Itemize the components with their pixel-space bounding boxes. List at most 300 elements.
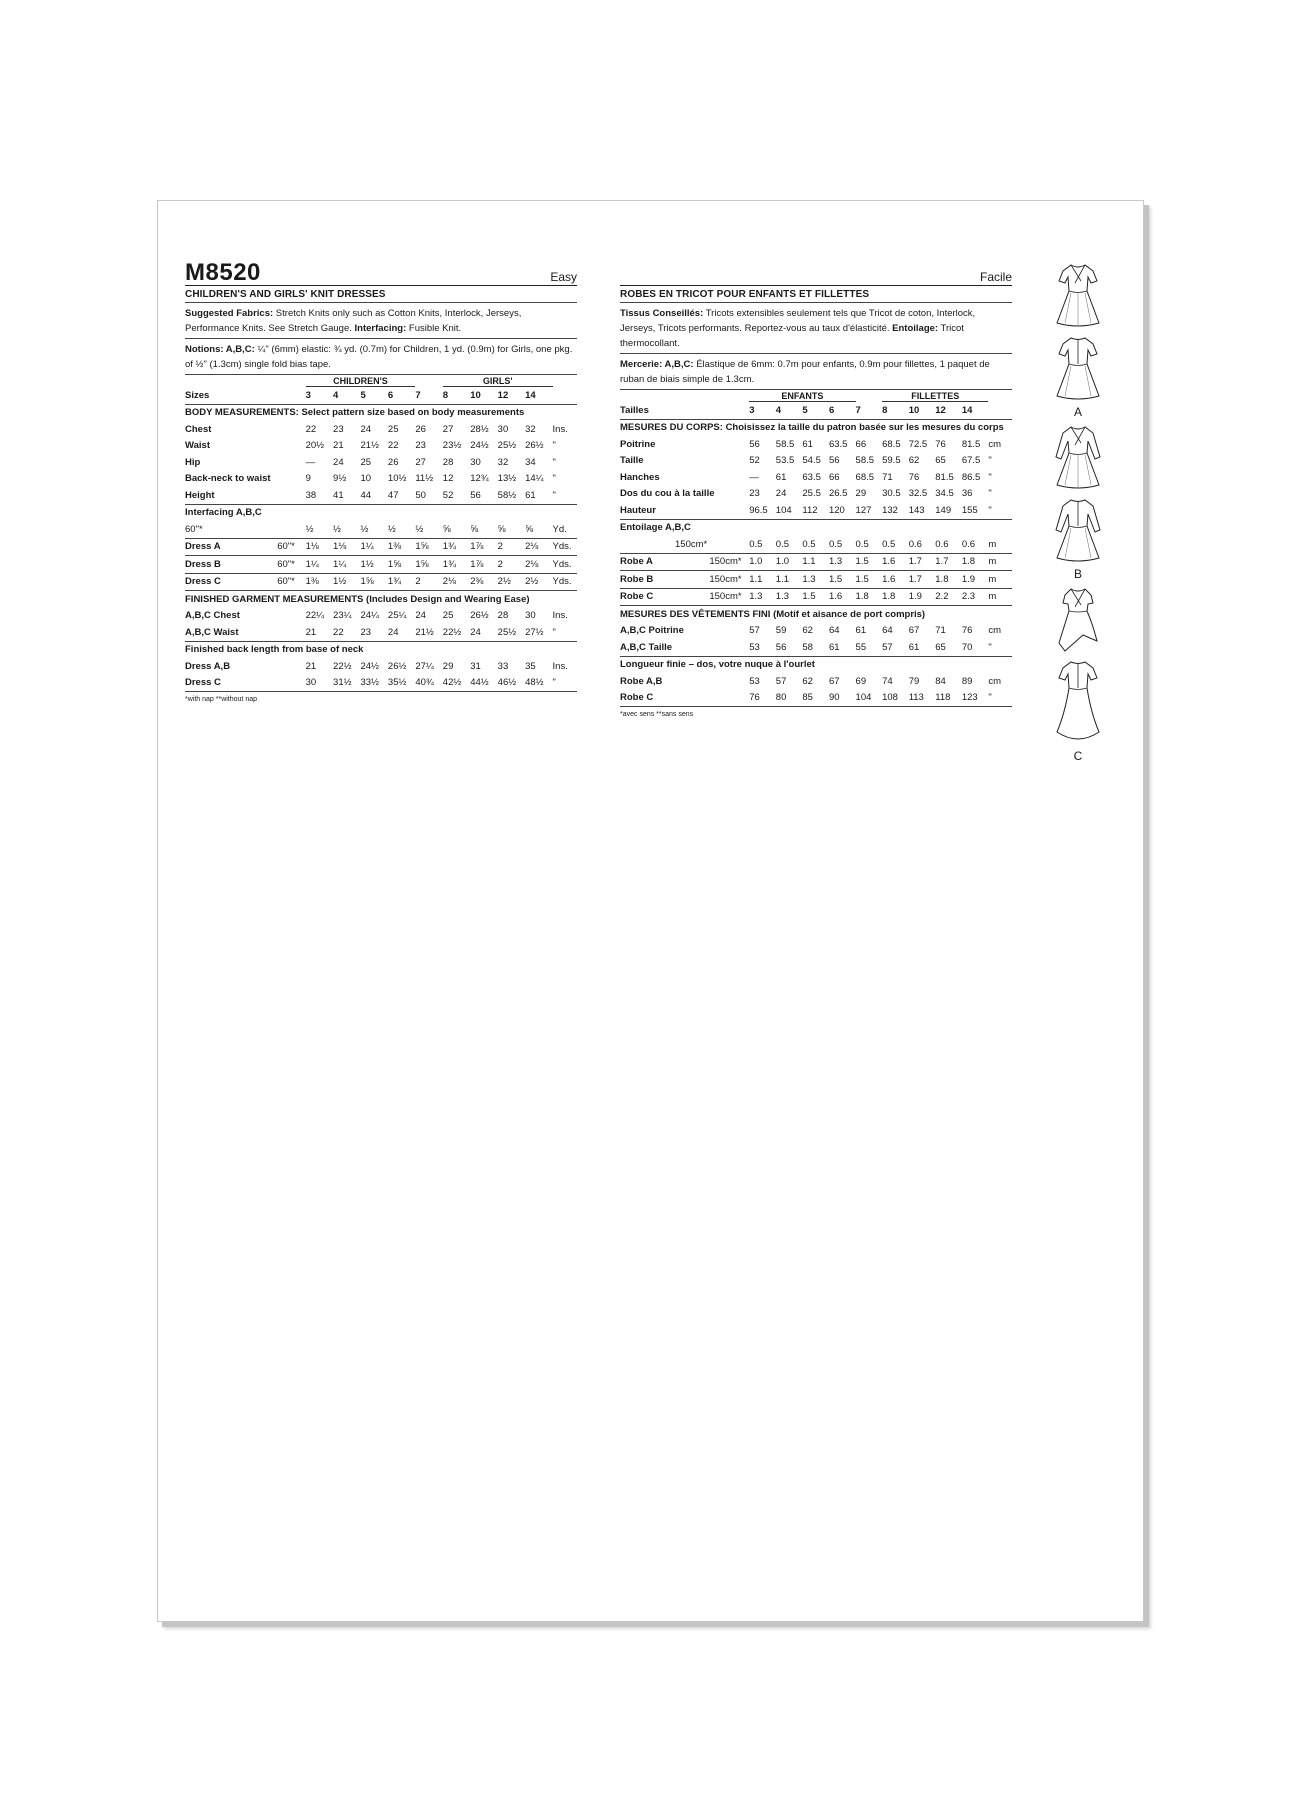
cell-value: 57 bbox=[775, 675, 787, 687]
cell-value: 81.5 bbox=[935, 471, 954, 483]
cell-value: 27½ bbox=[525, 624, 552, 641]
table-row bbox=[185, 538, 577, 556]
dress-c-back-sketch bbox=[1053, 658, 1103, 748]
cell-value: — bbox=[749, 471, 759, 483]
table-row bbox=[185, 624, 577, 641]
cell-value: 1⅝ bbox=[415, 538, 442, 556]
group-label: FILLETTES bbox=[882, 391, 988, 402]
cell-value: 1¼ bbox=[360, 538, 387, 556]
row-label: A,B,C Waist bbox=[185, 624, 306, 641]
cell-value: 9 bbox=[305, 473, 311, 485]
cell-value: 104 bbox=[776, 502, 803, 519]
unit: " bbox=[553, 487, 577, 504]
cell-value: 25¼ bbox=[387, 610, 407, 622]
cell-value: 1.8 bbox=[935, 571, 962, 589]
size-value: 14 bbox=[962, 402, 989, 419]
cell-value: 42½ bbox=[443, 675, 470, 692]
cell-value: 1.5 bbox=[802, 588, 829, 606]
cell-value: 2 bbox=[498, 556, 525, 574]
cell-value: 24½ bbox=[360, 660, 379, 672]
interfacing-label: Entoilage: bbox=[892, 323, 939, 334]
size-value: 4 bbox=[333, 387, 360, 404]
cell-value: 67 bbox=[828, 675, 840, 687]
notions-label: Notions: A,B,C: bbox=[185, 344, 255, 355]
size-value: 3 bbox=[749, 402, 776, 419]
cell-value: 56 bbox=[776, 639, 803, 656]
table-row bbox=[185, 454, 577, 471]
cell-value: 64 bbox=[828, 625, 840, 637]
size-value: 10 bbox=[470, 387, 497, 404]
cell-value: 24¼ bbox=[360, 610, 379, 622]
cell-value: 112 bbox=[802, 502, 829, 519]
row-label: Hanches bbox=[620, 471, 660, 483]
cell-value: 90 bbox=[829, 690, 856, 707]
cell-value: 52 bbox=[749, 455, 760, 467]
cell-value: 24 bbox=[333, 456, 344, 468]
sizes-label: Sizes bbox=[185, 387, 306, 404]
cell-value: 25 bbox=[387, 423, 399, 435]
cell-value: 21 bbox=[333, 440, 344, 452]
cell-value: 21½ bbox=[360, 440, 379, 452]
cell-value: 61 bbox=[855, 625, 867, 637]
cell-value: 1¼ bbox=[306, 556, 333, 574]
cell-value: 46½ bbox=[498, 675, 525, 692]
cell-value: 22½ bbox=[443, 624, 470, 641]
fabrics-paragraph bbox=[185, 303, 577, 339]
fabric-width: 150cm* bbox=[709, 588, 749, 606]
size-value: 6 bbox=[388, 387, 415, 404]
cell-value: 24 bbox=[388, 624, 415, 641]
cell-value: 70 bbox=[962, 639, 989, 656]
row-label: A,B,C Chest bbox=[185, 610, 240, 622]
cell-value: 23 bbox=[360, 624, 387, 641]
cell-value: 31 bbox=[470, 660, 481, 672]
cell-value: ½ bbox=[388, 521, 415, 538]
footnote: *with nap **without nap bbox=[185, 696, 257, 703]
cell-value: 35½ bbox=[388, 675, 415, 692]
cell-value: 0.6 bbox=[935, 536, 962, 553]
cell-value: 1.3 bbox=[802, 571, 829, 589]
cell-value: 36 bbox=[961, 488, 973, 500]
cell-value: 59 bbox=[775, 625, 787, 637]
cell-value: 1.0 bbox=[776, 553, 803, 571]
cell-value: 67 bbox=[908, 625, 920, 637]
table-row bbox=[185, 573, 577, 591]
fabric-width: 60"* bbox=[185, 521, 306, 538]
group-label: GIRLS' bbox=[443, 376, 553, 387]
cell-value: 1⅛ bbox=[306, 538, 333, 556]
interfacing-text: Tricot thermocollant. bbox=[620, 323, 964, 349]
cell-value: 84 bbox=[935, 675, 946, 687]
cell-value: 80 bbox=[776, 690, 803, 707]
cell-value: 79 bbox=[908, 675, 920, 687]
fabrics-text: Tricots extensibles seulement tels que Tricot de coton, Interlock, Jerseys, Tricots performants. Reportez-vous au taux d'élasticité. bbox=[620, 308, 976, 334]
cell-value: 26½ bbox=[470, 610, 489, 622]
cell-value: 0.5 bbox=[856, 536, 883, 553]
cell-value: 71 bbox=[882, 471, 893, 483]
cell-value: 2½ bbox=[498, 573, 525, 591]
cell-value: 23 bbox=[749, 488, 760, 500]
size-value: 7 bbox=[415, 387, 442, 404]
cell-value: 53 bbox=[749, 639, 776, 656]
cell-value: 25½ bbox=[497, 440, 517, 452]
dress-a-front-sketch bbox=[1053, 261, 1103, 331]
cell-value: 66 bbox=[855, 438, 867, 450]
cell-value: 2 bbox=[498, 538, 525, 556]
cell-value: 56 bbox=[470, 487, 497, 504]
cell-value: 30 bbox=[497, 423, 509, 435]
cell-value: 1.3 bbox=[749, 588, 776, 606]
cell-value: 54.5 bbox=[802, 455, 821, 467]
cell-value: 28½ bbox=[470, 423, 489, 435]
table-row bbox=[185, 658, 577, 675]
fabrics-label: Tissus Conseillés: bbox=[620, 308, 704, 319]
cell-value: 61 bbox=[829, 639, 856, 656]
cell-value: 76 bbox=[935, 438, 946, 450]
cell-value: 1.3 bbox=[829, 553, 856, 571]
cell-value: 1¾ bbox=[443, 538, 470, 556]
cell-value: 120 bbox=[829, 502, 856, 519]
cell-value: 20½ bbox=[305, 440, 325, 452]
cell-value: 25½ bbox=[498, 624, 525, 641]
unit: " bbox=[988, 455, 992, 467]
cell-value: 1.1 bbox=[749, 571, 776, 589]
row-label: Back-neck to waist bbox=[185, 473, 271, 485]
row-label: Hauteur bbox=[620, 502, 749, 519]
cell-value: ⅝ bbox=[525, 521, 552, 538]
cell-value: ½ bbox=[360, 521, 387, 538]
cell-value: 23 bbox=[333, 423, 344, 435]
cell-value: 23½ bbox=[442, 440, 462, 452]
unit: Ins. bbox=[552, 610, 568, 622]
cell-value: 12¾ bbox=[470, 473, 489, 485]
cell-value: 2½ bbox=[525, 573, 552, 591]
cell-value: 76 bbox=[961, 625, 973, 637]
cell-value: 52 bbox=[443, 487, 470, 504]
sizes-row bbox=[185, 387, 577, 404]
cell-value: 1.3 bbox=[776, 588, 803, 606]
cell-value: 27¼ bbox=[415, 660, 434, 672]
cell-value: 21 bbox=[306, 624, 333, 641]
cell-value: 1.6 bbox=[829, 588, 856, 606]
cell-value: 57 bbox=[882, 639, 909, 656]
table-row bbox=[620, 588, 1012, 606]
finished-measurements-heading: MESURES DES VÊTEMENTS FINI (Motif et aisance de port compris) bbox=[620, 608, 926, 620]
cell-value: 1.6 bbox=[882, 553, 909, 571]
cell-value: 1.8 bbox=[882, 588, 909, 606]
interfacing-heading: Interfacing A,B,C bbox=[185, 507, 262, 519]
cell-value: 23 bbox=[415, 440, 426, 452]
cell-value: 26½ bbox=[387, 660, 407, 672]
finished-measurements-heading: FINISHED GARMENT MEASUREMENTS (Includes Design and Wearing Ease) bbox=[185, 593, 530, 605]
cell-value: 63.5 bbox=[802, 471, 821, 483]
cell-value: 31½ bbox=[333, 675, 360, 692]
cell-value: 1.5 bbox=[856, 571, 883, 589]
measurement-table bbox=[620, 390, 1012, 707]
cell-value: 1.6 bbox=[882, 571, 909, 589]
size-value: 7 bbox=[856, 402, 883, 419]
sizes-row bbox=[620, 402, 1012, 419]
cell-value: ½ bbox=[415, 521, 442, 538]
cell-value: 27 bbox=[442, 423, 454, 435]
cell-value: 50 bbox=[415, 487, 442, 504]
unit: m bbox=[988, 588, 1012, 606]
unit: " bbox=[988, 639, 1012, 656]
cell-value: 2.2 bbox=[935, 588, 962, 606]
table-row bbox=[185, 556, 577, 574]
cell-value: 113 bbox=[909, 690, 936, 707]
cell-value: 71 bbox=[935, 625, 946, 637]
row-label: Dress A bbox=[185, 538, 277, 556]
unit: cm bbox=[988, 675, 1002, 687]
row-label: Waist bbox=[185, 440, 210, 452]
row-label: Robe C bbox=[620, 690, 749, 707]
cell-value: 1⅛ bbox=[333, 538, 360, 556]
table-row bbox=[620, 536, 1012, 553]
unit: Ins. bbox=[552, 660, 568, 672]
cell-value: 2.3 bbox=[962, 588, 989, 606]
fabrics-paragraph bbox=[620, 303, 1012, 354]
cell-value: 72.5 bbox=[908, 438, 928, 450]
cell-value: 56 bbox=[749, 438, 760, 450]
cell-value: 1.5 bbox=[856, 553, 883, 571]
table-row bbox=[185, 421, 577, 438]
cell-value: 96.5 bbox=[749, 502, 776, 519]
measurement-table bbox=[185, 375, 577, 692]
pattern-title: ROBES EN TRICOT POUR ENFANTS ET FILLETTES bbox=[620, 286, 1012, 303]
cell-value: 61 bbox=[909, 639, 936, 656]
row-label: Taille bbox=[620, 455, 644, 467]
table-row bbox=[185, 675, 577, 692]
table-row bbox=[620, 690, 1012, 707]
cell-value: 30 bbox=[470, 456, 481, 468]
cell-value: 34 bbox=[525, 456, 536, 468]
cell-value: 127 bbox=[856, 502, 883, 519]
notions-label: Mercerie: A,B,C: bbox=[620, 359, 694, 370]
view-label-c: C bbox=[1073, 749, 1083, 763]
size-value: 5 bbox=[802, 402, 829, 419]
cell-value: ⅝ bbox=[443, 521, 470, 538]
cell-value: 104 bbox=[856, 690, 883, 707]
sizes-label: Tailles bbox=[620, 402, 749, 419]
cell-value: 68.5 bbox=[882, 438, 901, 450]
cell-value: 40¾ bbox=[415, 675, 442, 692]
cell-value: 2⅛ bbox=[525, 538, 552, 556]
cell-value: 155 bbox=[962, 502, 989, 519]
cell-value: 22 bbox=[387, 440, 399, 452]
cell-value: 76 bbox=[749, 690, 776, 707]
cell-value: 38 bbox=[306, 487, 333, 504]
unit: " bbox=[988, 502, 1012, 519]
table-row bbox=[620, 553, 1012, 571]
size-value: 5 bbox=[360, 387, 387, 404]
unit: cm bbox=[988, 625, 1002, 637]
row-label: Chest bbox=[185, 423, 212, 435]
cell-value: 44½ bbox=[470, 675, 497, 692]
cell-value: 66 bbox=[828, 471, 840, 483]
cell-value: 30.5 bbox=[882, 488, 901, 500]
cell-value: 24½ bbox=[470, 440, 489, 452]
cell-value: 81.5 bbox=[961, 438, 981, 450]
dress-a-back-sketch bbox=[1053, 334, 1103, 404]
cell-value: 1½ bbox=[333, 573, 360, 591]
cell-value: 1.1 bbox=[776, 571, 803, 589]
cell-value: 61 bbox=[775, 471, 787, 483]
unit: " bbox=[988, 488, 992, 500]
fabrics-label: Suggested Fabrics: bbox=[185, 308, 274, 319]
notions-paragraph bbox=[620, 354, 1012, 390]
size-value: 12 bbox=[498, 387, 525, 404]
cell-value: 0.6 bbox=[909, 536, 936, 553]
cell-value: 118 bbox=[935, 690, 962, 707]
cell-value: 22¼ bbox=[305, 610, 325, 622]
cell-value: 35 bbox=[525, 660, 536, 672]
cell-value: 1¾ bbox=[443, 556, 470, 574]
unit: cm bbox=[988, 438, 1002, 450]
table-row bbox=[620, 571, 1012, 589]
row-label: Dress C bbox=[185, 573, 277, 591]
unit: Yds. bbox=[553, 556, 577, 574]
cell-value: 1.8 bbox=[856, 588, 883, 606]
unit: m bbox=[988, 553, 1012, 571]
cell-value: — bbox=[305, 456, 316, 468]
difficulty-level: Easy bbox=[550, 270, 577, 284]
unit: " bbox=[552, 456, 556, 468]
cell-value: 23¼ bbox=[333, 610, 352, 622]
row-label: Robe A bbox=[620, 553, 709, 571]
pattern-title: CHILDREN'S AND GIRLS' KNIT DRESSES bbox=[185, 286, 577, 303]
fabric-width: 150cm* bbox=[709, 553, 749, 571]
cell-value: 47 bbox=[388, 487, 415, 504]
cell-value: 44 bbox=[360, 487, 387, 504]
cell-value: 1.7 bbox=[909, 553, 936, 571]
cell-value: ⅝ bbox=[498, 521, 525, 538]
row-label: Dress C bbox=[185, 675, 306, 692]
cell-value: 1.8 bbox=[962, 553, 989, 571]
interfacing-label: Interfacing: bbox=[354, 323, 407, 334]
footnote: *avec sens **sans sens bbox=[620, 711, 694, 718]
back-length-heading: Finished back length from base of neck bbox=[185, 644, 364, 656]
table-row bbox=[620, 639, 1012, 656]
cell-value: 22 bbox=[333, 624, 360, 641]
cell-value: 62 bbox=[908, 455, 920, 467]
cell-value: 41 bbox=[333, 487, 360, 504]
cell-value: 0.5 bbox=[776, 536, 803, 553]
size-value: 12 bbox=[935, 402, 962, 419]
cell-value: 24 bbox=[470, 624, 497, 641]
english-column bbox=[185, 259, 577, 703]
row-label: Poitrine bbox=[620, 438, 656, 450]
cell-value: 2 bbox=[415, 573, 442, 591]
row-label: Robe B bbox=[620, 571, 709, 589]
row-label: Robe A,B bbox=[620, 675, 663, 687]
body-measurements-heading: BODY MEASUREMENTS: Select pattern size based on body measurements bbox=[185, 407, 525, 419]
cell-value: 28 bbox=[497, 610, 509, 622]
difficulty-level: Facile bbox=[979, 270, 1012, 284]
unit: " bbox=[988, 690, 1012, 707]
cell-value: 2⅜ bbox=[470, 573, 497, 591]
cell-value: 1¼ bbox=[333, 556, 360, 574]
table-row bbox=[620, 453, 1012, 470]
table-row bbox=[620, 623, 1012, 640]
cell-value: 25 bbox=[360, 456, 372, 468]
cell-value: 0.5 bbox=[802, 536, 829, 553]
group-label: ENFANTS bbox=[749, 391, 855, 402]
cell-value: 9½ bbox=[333, 473, 347, 485]
size-value: 3 bbox=[306, 387, 333, 404]
size-value: 4 bbox=[776, 402, 803, 419]
row-label: A,B,C Taille bbox=[620, 639, 749, 656]
cell-value: 57 bbox=[749, 625, 760, 637]
cell-value: 89 bbox=[961, 675, 973, 687]
unit: " bbox=[553, 675, 577, 692]
cell-value: 21½ bbox=[415, 624, 442, 641]
cell-value: 1.9 bbox=[909, 588, 936, 606]
cell-value: 13½ bbox=[497, 473, 517, 485]
row-label: Robe C bbox=[620, 588, 709, 606]
cell-value: 22 bbox=[305, 423, 317, 435]
cell-value: 1¾ bbox=[388, 573, 415, 591]
cell-value: 1⅜ bbox=[306, 573, 333, 591]
cell-value: 10 bbox=[360, 473, 372, 485]
unit: Yds. bbox=[553, 538, 577, 556]
header bbox=[185, 259, 577, 286]
cell-value: 24 bbox=[415, 610, 426, 622]
cell-value: 143 bbox=[909, 502, 936, 519]
cell-value: 30 bbox=[525, 610, 536, 622]
row-label: Dos du cou à la taille bbox=[620, 488, 715, 500]
cell-value: 55 bbox=[856, 639, 883, 656]
cell-value: 34.5 bbox=[935, 488, 954, 500]
cell-value: 62 bbox=[802, 625, 813, 637]
cell-value: 0.5 bbox=[882, 536, 909, 553]
cell-value: 59.5 bbox=[882, 455, 901, 467]
cell-value: 21 bbox=[305, 660, 317, 672]
table-row bbox=[185, 471, 577, 488]
cell-value: 29 bbox=[855, 488, 867, 500]
cell-value: ½ bbox=[306, 521, 333, 538]
cell-value: 1.5 bbox=[829, 571, 856, 589]
fabric-width: 60"* bbox=[277, 538, 305, 556]
notions-paragraph bbox=[185, 339, 577, 375]
cell-value: 58 bbox=[802, 639, 829, 656]
cell-value: ½ bbox=[333, 521, 360, 538]
unit: " bbox=[552, 440, 556, 452]
cell-value: 1⅞ bbox=[470, 538, 497, 556]
cell-value: 64 bbox=[882, 625, 893, 637]
cell-value: 1⅝ bbox=[360, 573, 387, 591]
unit: Yds. bbox=[553, 573, 577, 591]
cell-value: 61 bbox=[525, 487, 552, 504]
cell-value: 29 bbox=[442, 660, 454, 672]
body-measurements-heading: MESURES DU CORPS: Choisissez la taille du patron basée sur les mesures du corps bbox=[620, 422, 1004, 434]
view-label-a: A bbox=[1073, 405, 1082, 419]
cell-value: 58.5 bbox=[775, 438, 795, 450]
cell-value: 1.7 bbox=[935, 553, 962, 571]
cell-value: 28 bbox=[442, 456, 454, 468]
unit: Yd. bbox=[553, 521, 577, 538]
row-label: Dress B bbox=[185, 556, 277, 574]
cell-value: 2⅛ bbox=[525, 556, 552, 574]
pattern-number: M8520 bbox=[185, 259, 261, 286]
unit: m bbox=[988, 536, 1012, 553]
cell-value: 1⅝ bbox=[388, 556, 415, 574]
row-label: Hip bbox=[185, 456, 201, 468]
cell-value: 132 bbox=[882, 502, 909, 519]
cell-value: 0.5 bbox=[749, 536, 776, 553]
table-row bbox=[185, 487, 577, 504]
cell-value: 24 bbox=[775, 488, 787, 500]
